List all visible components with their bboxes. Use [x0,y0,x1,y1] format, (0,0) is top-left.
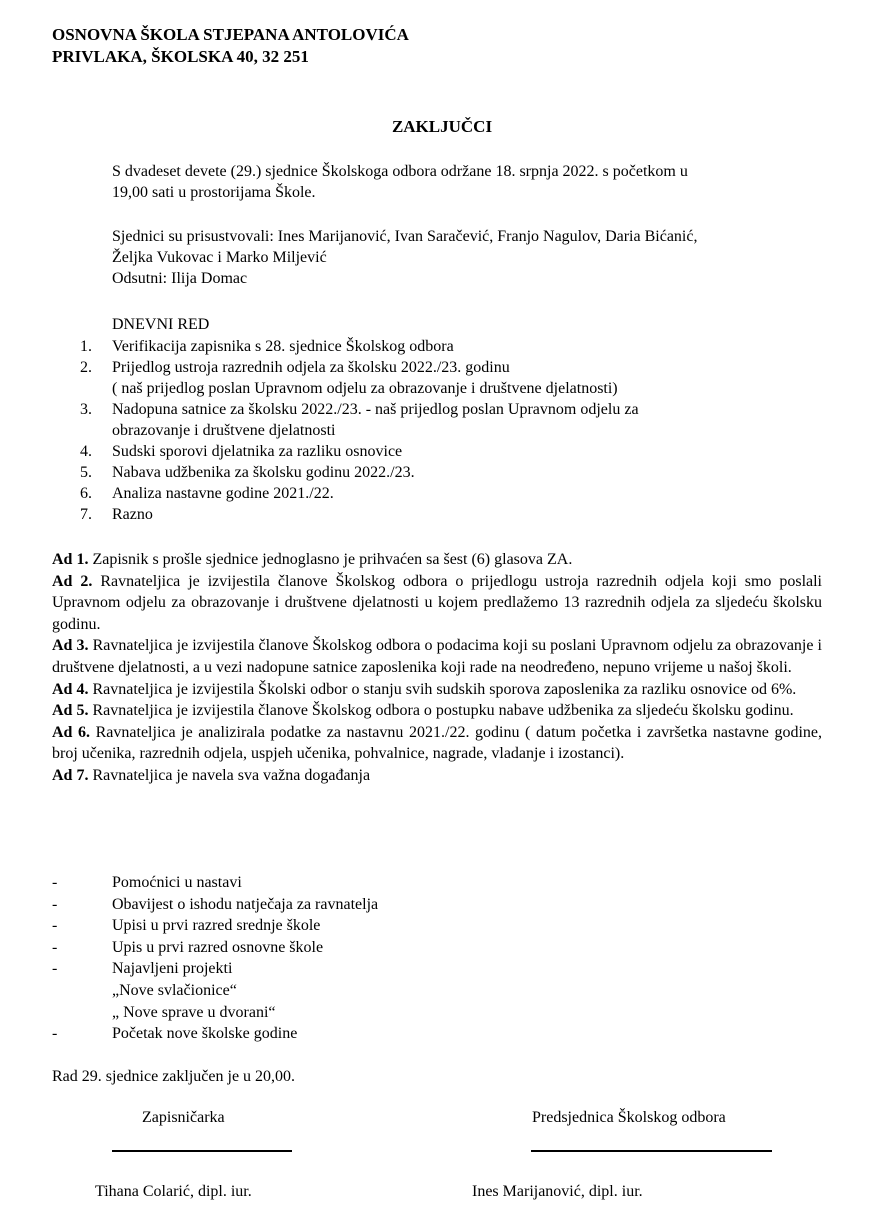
absent-line: Odsutni: Ilija Domac [112,270,248,287]
conclusions [52,549,822,787]
school-name: OSNOVNA ŠKOLA STJEPANA ANTOLOVIĆA [52,25,409,44]
agenda-item: 2. Prijedlog ustroja razrednih odjela za školsku 2022./23. godinu ( naš prijedlog poslan Upravnom odjelu za obrazovanje i društvene djelatnosti) [80,359,618,397]
agenda-item: 3. Nadopuna satnice za školsku 2022./23. - naš prijedlog poslan Upravnom odjelu za obrazovanje i društvene djelatnosti [80,401,639,439]
list-subitem: „Nove svlačionice“ [112,981,237,999]
school-header [52,24,409,68]
list-item: - Upis u prvi razred osnovne škole [52,938,324,956]
conclusion-item: Ad 1. Zapisnik s prošle sjednice jednoglasno je prihvaćen sa šest (6) glasova ZA. [52,551,573,568]
list-item: - Obavijest o ishodu natječaja za ravnatelja [52,895,379,913]
conclusion-item: Ad 2. Ravnateljica je izvijestila članove Školskog odbora o prijedlogu ustroja razrednih odjela koji smo poslali Upravnom odjelu za obrazovanje i društvene djelatnosti u kojem predlažemo 13 razrednih odjela za sljedeću školsku godinu. [52,572,823,633]
document-title: ZAKLJUČCI [391,117,493,136]
events-list [52,872,378,1045]
list-item: - Najavljeni projekti [52,960,233,978]
chair-signature-line [531,1150,772,1152]
recorder-name: Tihana Colarić, dipl. iur. [95,1183,252,1200]
recorder-label: Zapisničarka [142,1109,225,1126]
list-item: - Upisi u prvi razred srednje škole [52,917,321,935]
agenda-item: 5. Nabava udžbenika za školsku godinu 2022./23. [80,464,415,481]
conclusion-item: Ad 6. Ravnateljica je analizirala podatke za nastavnu 2021./22. godinu ( datum početka i završetka nastavne godine, broj učenika, razrednih odjela, uspjeh učenika, pohvalnice, nagrade, vladanje i izostanci). [52,723,823,763]
agenda [80,314,772,525]
conclusion-item: Ad 3. Ravnateljica je izvijestila članove Školskog odbora o podacima koji su poslani Upravnom odjelu za obrazovanje i društvene djelatnosti, a u vezi nadopune satnice zaposlenika koji rade na neodređeno, nepuno vrijeme u našoj školi. [52,637,822,676]
chair-label: Predsjednica Školskog odbora [532,1109,726,1126]
chair-name: Ines Marijanović, dipl. iur. [472,1183,643,1200]
recorder-signature-line [112,1150,292,1152]
closing-statement: Rad 29. sjednice zaključen je u 20,00. [52,1068,296,1085]
list-item: - Početak nove školske godine [52,1025,298,1043]
conclusion-item: Ad 4. Ravnateljica je izvijestila Školski odbor o stanju svih sudskih sporova zaposlenika za razliku osnovice od 6%. [52,680,797,698]
attendance-paragraph [112,226,812,289]
agenda-item: 4. Sudski sporovi djelatnika za razliku osnovice [80,443,403,460]
agenda-item: 1. Verifikacija zapisnika s 28. sjednice Školskog odbora [80,338,454,355]
agenda-item: 7. Razno [80,506,153,523]
attendees-line: Sjednici su prisustvovali: Ines Marijanović, Ivan Saračević, Franjo Nagulov, Daria Bićanić, [112,228,698,245]
agenda-heading: DNEVNI RED [112,316,210,333]
school-address: PRIVLAKA, ŠKOLSKA 40, 32 251 [52,47,309,66]
agenda-item: 6. Analiza nastavne godine 2021./22. [80,485,334,502]
list-item: - Pomoćnici u nastavi [52,874,242,891]
conclusion-item: Ad 7. Ravnateljica je navela sva važna događanja [52,766,371,784]
list-subitem: „ Nove sprave u dvorani“ [112,1003,276,1021]
intro-paragraph: S dvadeset devete (29.) sjednice Školskoga odbora održane 18. srpnja 2022. s početkom u 19,00 sati u prostorijama Škole. [112,163,688,201]
conclusion-item: Ad 5. Ravnateljica je izvijestila članove Školskog odbora o postupku nabave udžbenika za sljedeću školsku godinu. [52,702,794,720]
attendees-line: Željka Vukovac i Marko Miljević [112,249,327,266]
